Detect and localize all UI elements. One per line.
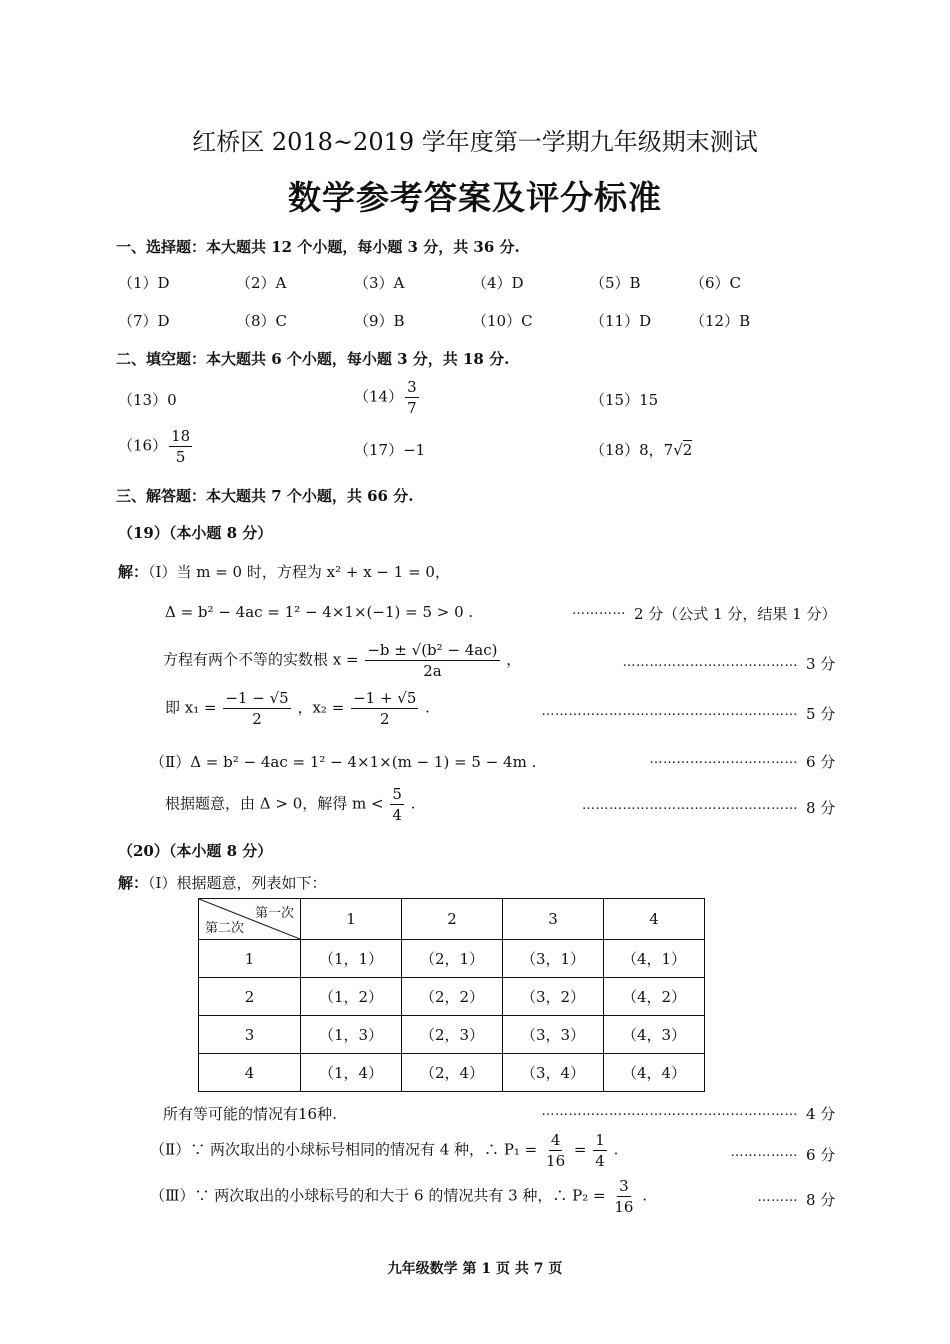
q19-line4-mid: ，x₂ =: [297, 698, 345, 717]
table-cell: （4，4）: [604, 1054, 705, 1092]
fraction: [612, 1176, 635, 1217]
leader-dots: ……………………………: [649, 752, 798, 767]
numerator: 4: [550, 1131, 561, 1149]
row-header: 2: [199, 978, 301, 1016]
denominator: 16: [546, 1152, 566, 1170]
leader-dots: …………………………………: [622, 655, 798, 670]
row-header: 4: [199, 1054, 301, 1092]
section1-heading: 一、选择题：本大题共 12 个小题，每小题 3 分，共 36 分.: [116, 238, 520, 256]
answer-17: （17）−1: [354, 441, 426, 459]
leader-dots: …………: [572, 603, 626, 618]
numerator: 18: [171, 427, 191, 445]
table-cell: （4，1）: [604, 940, 705, 978]
answer-8: （8）C: [236, 312, 288, 330]
answer-16: [118, 426, 194, 467]
table-cell: （2，1）: [402, 940, 503, 978]
denominator: 5: [175, 448, 186, 466]
page-footer: 九年级数学 第 1 页 共 7 页: [387, 1261, 563, 1277]
score-mark: 4 分: [806, 1105, 836, 1123]
denominator: 4: [392, 806, 402, 824]
q19-line3: [163, 640, 521, 681]
numerator: 1: [595, 1131, 605, 1149]
table-cell: （3，4）: [503, 1054, 604, 1092]
table-cell: （3，1）: [503, 940, 604, 978]
score-mark: 8 分: [806, 799, 836, 817]
table-row: [199, 1054, 705, 1092]
answer-9: （9）B: [354, 312, 405, 330]
score-mark: 5 分: [806, 705, 836, 723]
row-header: 1: [199, 940, 301, 978]
page-subtitle: 数学参考答案及评分标准: [288, 178, 662, 217]
table-row: [199, 940, 705, 978]
section2-heading: 二、填空题：本大题共 6 个小题，每小题 3 分，共 18 分.: [116, 350, 510, 368]
q20-line3-post: .: [613, 1140, 619, 1159]
leader-dots: ………: [757, 1190, 798, 1205]
q20-line3: [150, 1130, 618, 1171]
score-mark: 8 分: [806, 1191, 836, 1209]
equals-sign: =: [573, 1140, 587, 1159]
leader-dots: …………………………………………………: [541, 704, 798, 719]
denominator: 7: [407, 399, 417, 417]
answer-3: （3）A: [354, 274, 405, 292]
fraction: [351, 688, 418, 729]
corner-top-label: 第一次: [254, 906, 294, 921]
table-cell: （3，2）: [503, 978, 604, 1016]
column-header: 1: [301, 899, 402, 940]
score-mark: 6 分: [806, 753, 836, 771]
answer-14-label: （14）: [354, 387, 404, 406]
score-mark: 2 分（公式 1 分，结果 1 分）: [634, 605, 837, 623]
q19-line4: [165, 688, 430, 729]
fraction: [365, 640, 499, 681]
answer-2: （2）A: [236, 274, 287, 292]
row-header: 3: [199, 1016, 301, 1054]
table-row: [199, 1016, 705, 1054]
answer-10: （10）C: [472, 312, 533, 330]
column-header: 2: [402, 899, 503, 940]
table-cell: （1，1）: [301, 940, 402, 978]
q19-line3-pre: 方程有两个不等的实数根 x =: [163, 650, 359, 669]
answer-6: （6）C: [690, 274, 742, 292]
q19-line3-post: ，: [506, 650, 522, 669]
answer-11: （11）D: [590, 312, 652, 330]
answer-15: （15）15: [590, 391, 659, 409]
table-cell: （2，4）: [402, 1054, 503, 1092]
numerator: 3: [619, 1177, 629, 1195]
q20-line1: [118, 872, 326, 893]
answer-13: （13）0: [118, 391, 177, 409]
fraction: [223, 688, 290, 729]
answer-1: （1）D: [118, 274, 170, 292]
q19-line4-pre: 即 x₁ =: [165, 698, 217, 717]
q19-heading: （19）（本小题 8 分）: [118, 524, 273, 542]
q20-heading: （20）（本小题 8 分）: [118, 842, 273, 860]
table-cell: （1，3）: [301, 1016, 402, 1054]
table-cell: （1，2）: [301, 978, 402, 1016]
denominator: 2: [252, 710, 262, 728]
jie-label: 解：: [118, 874, 149, 892]
answer-18: [590, 439, 692, 460]
answer-16-label: （16）: [118, 436, 168, 455]
answer-7: （7）D: [118, 312, 170, 330]
q19-line6-pre: 根据题意，由 Δ > 0，解得 m <: [165, 794, 384, 813]
sqrt-radicand: 2: [682, 441, 693, 459]
page-title: 红桥区 2018~2019 学年度第一学期九年级期末测试: [192, 128, 758, 156]
fraction: [405, 377, 419, 418]
table-cell: （2，3）: [402, 1016, 503, 1054]
table-cell: （1，4）: [301, 1054, 402, 1092]
q20-line3-pre: （Ⅱ）∵ 两次取出的小球标号相同的情况有 4 种，∴ P₁ =: [150, 1140, 538, 1159]
q19-line1: [118, 561, 450, 582]
answer-4: （4）D: [472, 274, 524, 292]
fraction: [169, 426, 192, 467]
q20-line1-text: （Ⅰ）根据题意，列表如下：: [148, 874, 327, 892]
q19-line6: [165, 784, 415, 825]
q20-line4: [150, 1176, 647, 1217]
fraction: [390, 784, 404, 825]
answer-12: （12）B: [690, 312, 751, 330]
column-header: 3: [503, 899, 604, 940]
section3-heading: 三、解答题：本大题共 7 个小题，共 66 分.: [116, 487, 414, 505]
table-corner-cell: [199, 899, 301, 940]
score-mark: 6 分: [806, 1146, 836, 1164]
q19-line5: （Ⅱ）Δ = b² − 4ac = 1² − 4×1×(m − 1) = 5 − 4m .: [150, 753, 537, 771]
denominator: 4: [595, 1152, 605, 1170]
outcome-table: [198, 898, 705, 1092]
table-cell: （3，3）: [503, 1016, 604, 1054]
table-cell: （4，3）: [604, 1016, 705, 1054]
table-header-row: [199, 899, 705, 940]
table-row: [199, 978, 705, 1016]
q20-line4-pre: （Ⅲ）∵ 两次取出的小球标号的和大于 6 的情况共有 3 种，∴ P₂ =: [150, 1186, 606, 1205]
jie-label: 解：: [118, 563, 149, 581]
answer-14: [354, 377, 421, 418]
numerator: −1 − √5: [225, 689, 289, 707]
q19-line2: Δ = b² − 4ac = 1² − 4×1×(−1) = 5 > 0 .: [165, 603, 474, 621]
denominator: 16: [614, 1198, 634, 1216]
numerator: 3: [407, 378, 417, 396]
answer-5: （5）B: [590, 274, 641, 292]
table-cell: （4，2）: [604, 978, 705, 1016]
column-header: 4: [604, 899, 705, 940]
numerator: −b ± √(b² − 4ac): [367, 641, 498, 659]
denominator: 2: [379, 710, 390, 728]
score-mark: 3 分: [806, 655, 836, 673]
q19-line4-post: .: [425, 698, 430, 717]
corner-bottom-label: 第二次: [205, 921, 245, 936]
fraction: [593, 1130, 607, 1171]
q20-line4-post: .: [642, 1186, 648, 1205]
q19-line1-text: （Ⅰ）当 m = 0 时，方程为 x² + x − 1 = 0，: [148, 563, 450, 581]
leader-dots: …………………………………………………: [541, 1104, 798, 1119]
sqrt-sign: √: [673, 441, 683, 459]
numerator: 5: [392, 785, 402, 803]
leader-dots: ……………: [730, 1145, 798, 1160]
q20-line2: 所有等可能的情况有16种.: [163, 1105, 337, 1123]
leader-dots: …………………………………………: [582, 798, 798, 813]
fraction: [544, 1130, 567, 1171]
q19-line6-post: .: [410, 794, 416, 813]
denominator: 2a: [423, 662, 442, 680]
numerator: −1 + √5: [353, 689, 417, 707]
table-cell: （2，2）: [402, 978, 503, 1016]
answer-18-label: （18）8，7: [590, 441, 674, 459]
